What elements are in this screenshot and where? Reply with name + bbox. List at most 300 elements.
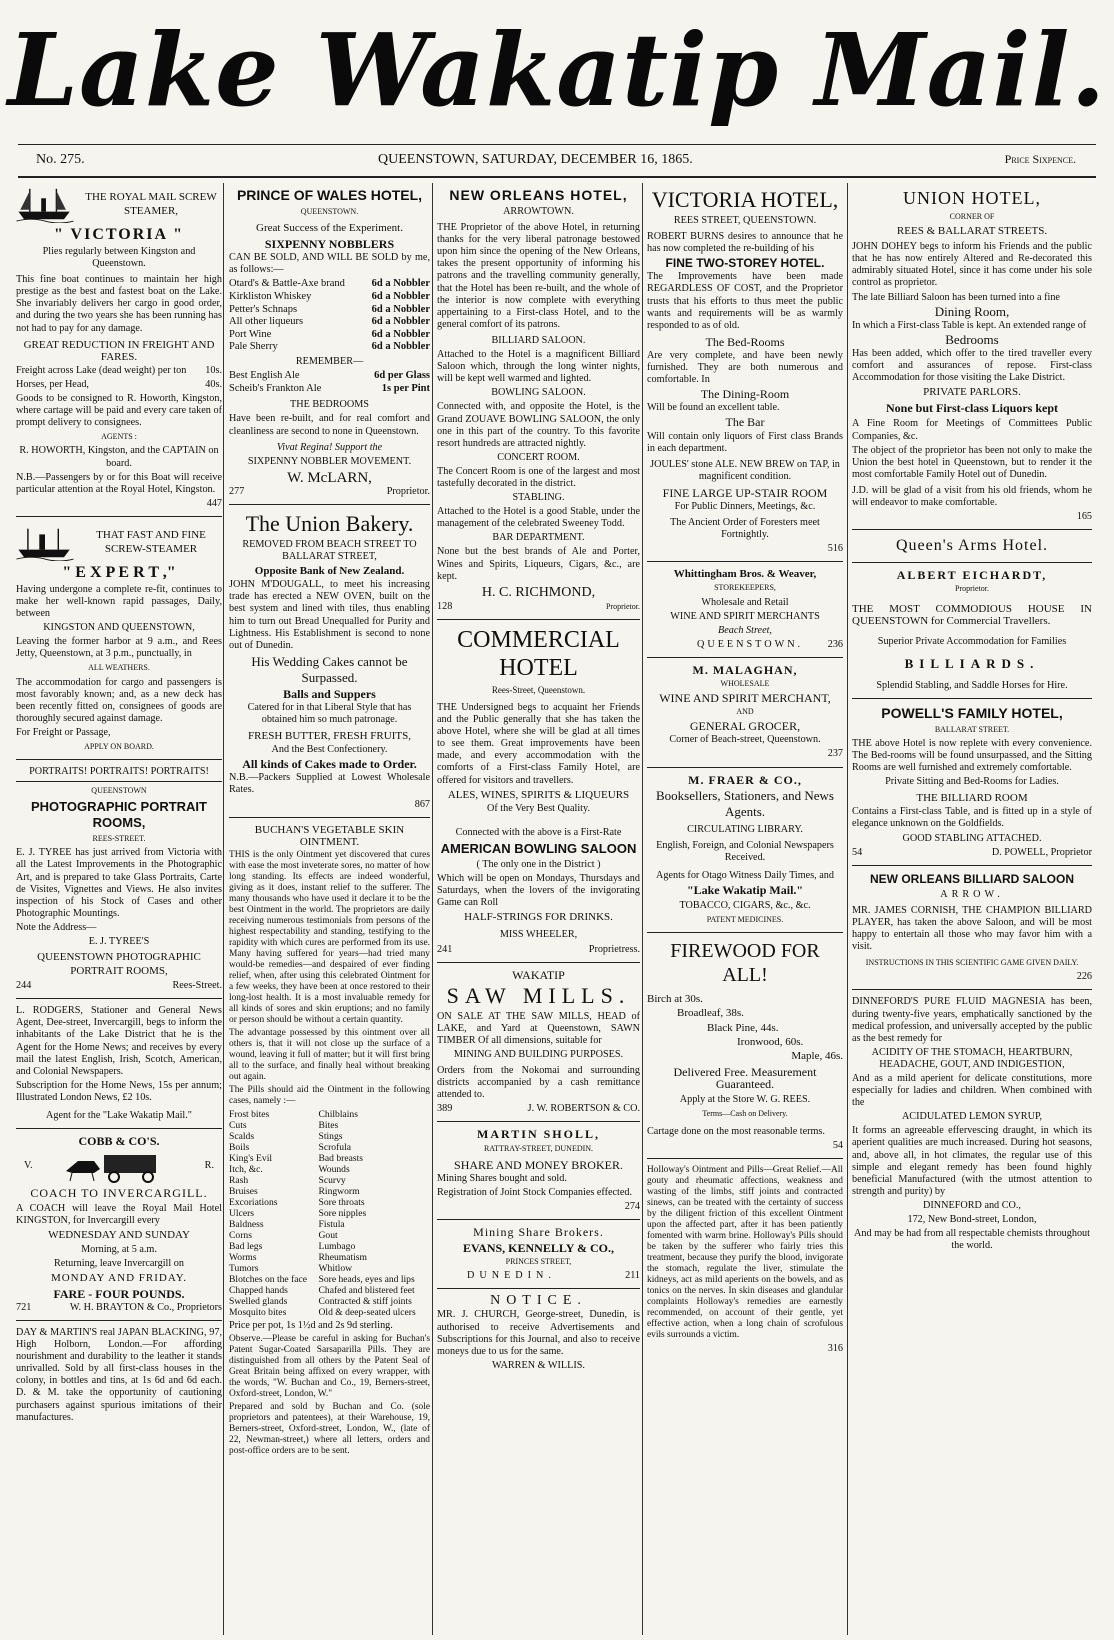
superior: Superior Private Accommodation for Families bbox=[877, 635, 1067, 647]
ailment: Cuts bbox=[229, 1119, 247, 1131]
queens-arms-ad bbox=[852, 536, 1092, 692]
ailment: Rheumatism bbox=[318, 1251, 367, 1263]
connected: Connected with the above is a First-Rate bbox=[455, 826, 622, 838]
dateline-bar bbox=[18, 152, 1096, 174]
prop-line bbox=[229, 486, 430, 498]
ailment: Worms bbox=[229, 1251, 257, 1263]
ailment-row bbox=[229, 1197, 430, 1208]
ad-number: 54 bbox=[852, 846, 863, 858]
evans-line bbox=[437, 1270, 640, 1282]
saw-mills-ad bbox=[437, 969, 640, 1116]
ad-number: 165 bbox=[1076, 511, 1092, 523]
upstair-body: For Public Dinners, Meetings, &c. bbox=[674, 500, 816, 512]
union-title: UNION HOTEL, bbox=[903, 188, 1041, 208]
freight-price: 10s. bbox=[205, 364, 222, 376]
ailment: Blotches on the face bbox=[229, 1273, 308, 1285]
ailment-row bbox=[229, 1109, 430, 1120]
proprietor: W. McLARN, bbox=[287, 469, 372, 486]
stabling: Splendid Stabling, and Saddle Horses for Hire. bbox=[876, 679, 1068, 691]
ailment-row bbox=[229, 1164, 430, 1175]
expert-freight: For Freight or Passage, bbox=[16, 726, 111, 738]
vic-body: ROBERT BURNS desires to announce that he has now completed the re-building of his bbox=[647, 231, 843, 255]
ad-number: 721 bbox=[16, 1301, 32, 1313]
ailment: Ulcers bbox=[229, 1207, 255, 1219]
no-body: THE Proprietor of the above Hotel, in returning thanks for the very liberal patronage bestowed upon him since the opening of the New Orleans, takes the present opportunity of informing his patrons and the travelling community generally, that the Hotel has been re-built, and the whole of the interior is now complete with everything appertaining to a First-class Hotel, and to the general comfort of its patrons. bbox=[437, 222, 640, 330]
bedrooms-body: Have been re-built, and for real comfort and cleanliness are second to none in Queenstown. bbox=[229, 413, 430, 437]
union-st: REES & BALLARAT STREETS. bbox=[896, 225, 1048, 238]
ailment-row bbox=[229, 1175, 430, 1186]
parlors: PRIVATE PARLORS. bbox=[923, 386, 1021, 399]
dinn-had: And may be had from all respectable chemists throughout the world. bbox=[854, 1228, 1090, 1252]
saw-mining: MINING AND BUILDING PURPOSES. bbox=[453, 1048, 624, 1060]
notice-ad bbox=[437, 1295, 640, 1372]
ailment: Fistula bbox=[318, 1218, 345, 1230]
ailment: Scrofula bbox=[318, 1141, 352, 1153]
ailment: Ringworm bbox=[318, 1185, 360, 1197]
sholl-ad bbox=[437, 1128, 640, 1213]
column-divider bbox=[642, 183, 643, 1635]
dining: Dining Room, bbox=[934, 303, 1010, 319]
vic-title: VICTORIA HOTEL, bbox=[651, 187, 839, 212]
birch: Birch at 30s. bbox=[647, 993, 703, 1006]
union-hotel-ad bbox=[852, 187, 1092, 523]
ad-number: 274 bbox=[624, 1200, 640, 1212]
apply: Apply at the Store W. G. REES. bbox=[679, 1093, 811, 1105]
saw-name: J. W. ROBERTSON & CO. bbox=[527, 1103, 640, 1115]
divider bbox=[647, 561, 843, 562]
jd: J.D. will be glad of a visit from his old friends, whom he will endeavor to make comfortable. bbox=[852, 484, 1092, 508]
price-row bbox=[229, 316, 430, 329]
ailment-row bbox=[229, 1307, 430, 1318]
powell: POWELL'S FAMILY HOTEL, bbox=[881, 704, 1063, 721]
photo-title: PHOTOGRAPHIC PORTRAIT ROOMS, bbox=[31, 799, 207, 831]
bar-body: Will contain only liquors of First class Brands in each department. bbox=[647, 430, 843, 454]
vic-improve: The Improvements have been made REGARDLESS OF COST, and the Proprietor trusts that his efforts to thus meet the public wants and requirements will be as warmly responded to as of old. bbox=[647, 271, 843, 331]
dateline: QUEENSTOWN, SATURDAY, DECEMBER 16, 1865. bbox=[378, 152, 693, 167]
steamship-icon bbox=[16, 523, 74, 561]
ailment-row bbox=[229, 1230, 430, 1241]
brayton: W. H. BRAYTON & Co., Proprietors bbox=[69, 1301, 222, 1313]
powell-name: D. POWELL, Proprietor bbox=[991, 846, 1092, 858]
photo-addr2: QUEENSTOWN PHOTOGRAPHIC PORTRAIT ROOMS, bbox=[37, 951, 201, 978]
beach: Beach Street, bbox=[718, 624, 772, 636]
price: Price Sixpence. bbox=[1004, 152, 1076, 166]
price-row bbox=[229, 278, 430, 291]
billiard-body: Contains a First-class Table, and is fitted up in a style of elegance unknown on the Goldfields. bbox=[852, 806, 1092, 830]
notice-sign: WARREN & WILLIS. bbox=[492, 1359, 585, 1371]
expert-name: " E X P E R T ," bbox=[62, 563, 176, 581]
bakery-nb: N.B.—Packers Supplied at Lowest Wholesale Rates. bbox=[229, 772, 430, 796]
coach-icon bbox=[64, 1149, 174, 1183]
eichardt-label: Proprietor. bbox=[955, 584, 989, 594]
nb-text: N.B.—Passengers by or for this Boat will receive particular attention at the Royal Hotel, Kingston. bbox=[16, 471, 222, 495]
bowling: BOWLING SALOON. bbox=[491, 387, 586, 399]
ad-number: 316 bbox=[827, 1343, 843, 1355]
coach-body: A COACH will leave the Royal Mail Hotel KINGSTON, for Invercargill every bbox=[16, 1203, 222, 1227]
ailment-row bbox=[229, 1208, 430, 1219]
agents: R. HOWORTH, Kingston, and the CAPTAIN on board. bbox=[19, 445, 219, 469]
ailment: Scurvy bbox=[318, 1174, 346, 1186]
divider bbox=[852, 562, 1092, 563]
ailment: Contracted & stiff joints bbox=[318, 1295, 412, 1307]
maple: Maple, 46s. bbox=[791, 1049, 843, 1062]
column-4 bbox=[647, 185, 843, 1633]
buchan-title: BUCHAN'S VEGETABLE SKIN OINTMENT. bbox=[254, 823, 405, 848]
concert-body: The Concert Room is one of the largest and most tastefully decorated in the district. bbox=[437, 465, 640, 489]
evans: EVANS, KENNELLY & CO., bbox=[463, 1241, 614, 1256]
billiard-saloon-ad bbox=[852, 872, 1092, 984]
powell-body: THE above Hotel is now replete with every convenience. The Bed-rooms will be found unsurpassed, and the Sitting Rooms are well furnished and extremely comfortable. bbox=[852, 737, 1092, 774]
powell-hotel-ad bbox=[852, 705, 1092, 859]
whittingham: Whittingham Bros. & Weaver, bbox=[673, 568, 817, 581]
stabling-body: Attached to the Hotel is a good Stable, under the management of the celebrated Sweeney Todd. bbox=[437, 506, 640, 530]
whit-line bbox=[647, 639, 843, 651]
price-row bbox=[229, 370, 430, 383]
agents-label: AGENTS : bbox=[101, 432, 137, 442]
divider bbox=[16, 1128, 222, 1129]
item-price: 6d a Nobbler bbox=[371, 341, 430, 353]
ailment-row bbox=[229, 1219, 430, 1230]
price-row bbox=[229, 329, 430, 342]
saw-line bbox=[437, 1103, 640, 1115]
balls: Balls and Suppers bbox=[283, 686, 376, 701]
balls-body: Catered for in that Liberal Style that has obtained him so much patronage. bbox=[247, 701, 412, 725]
victoria-hotel-ad bbox=[647, 187, 843, 555]
notice-title: NOTICE. bbox=[490, 1293, 587, 1309]
billiard-room: THE BILLIARD ROOM bbox=[916, 792, 1028, 805]
ailment: Baldness bbox=[229, 1218, 264, 1230]
item-price: 6d a Nobbler bbox=[371, 278, 430, 290]
column-5 bbox=[852, 185, 1092, 1633]
wakatip: WAKATIP bbox=[512, 967, 565, 982]
column-divider bbox=[847, 183, 848, 1635]
buchan-body: THIS is the only Ointment yet discovered that cures with ease the most inveterate sores, no matter of how long standing. Its effects are indeed wonderful, giving as it does, instant relief to the sufferer. The many thousands who have used it declare it to be the best Ointment in the world. The proprietors are daily receiving numerous testimonials from persons of the highest respectability and standing, testifying to the rapidity with which cures are performed from its use. Many having suffered for years—had tried many would-be remedies—and despaired of ever finding relief, when, after using this celebrated Ointment for a few weeks, they have been at once restored to their long-lost health. It is a most invaluable remedy for all kinds of sores and skin eruptions; and no family or person should be without a certain quantity. bbox=[229, 849, 430, 1025]
dining: The Dining-Room bbox=[700, 387, 790, 402]
ailment: Wounds bbox=[318, 1163, 350, 1175]
whittingham-ad bbox=[647, 568, 843, 651]
buchan-body2: The advantage possessed by this ointment over all others is, that it will not close up the surface of a wound, leaving it full of matter; but it will first bring all to the surface, and finally heal without breaking out again. bbox=[229, 1027, 430, 1082]
ailment-row bbox=[229, 1153, 430, 1164]
ailment-row bbox=[229, 1120, 430, 1131]
queens: Queen's Arms Hotel. bbox=[895, 537, 1049, 555]
masthead bbox=[0, 0, 1114, 145]
column-divider bbox=[223, 183, 224, 1635]
wheeler-line bbox=[437, 944, 640, 956]
divider bbox=[647, 767, 843, 768]
ad-number: 128 bbox=[437, 600, 453, 612]
price-row bbox=[229, 291, 430, 304]
union-body: JOHN DOHEY begs to inform his Friends and the public that he has now entirely Altered and Re-decorated this admirably situated Hotel, since it has come under his sole control as proprietor. bbox=[852, 241, 1092, 289]
item-name: Petter's Schnaps bbox=[229, 303, 298, 315]
cartage: Cartage done on the most reasonable terms. bbox=[647, 1126, 825, 1138]
ailment: Swelled glands bbox=[229, 1295, 288, 1307]
cobb-coach-ad bbox=[16, 1135, 222, 1314]
remember: REMEMBER— bbox=[295, 356, 364, 368]
ailment-row bbox=[229, 1142, 430, 1153]
dinneford: DINNEFORD'S PURE FLUID MAGNESIA has been, during twenty-five years, emphatically sanctioned by the medical profession, and universally accepted by the public as the best remedy for bbox=[852, 996, 1092, 1044]
freight-line bbox=[16, 365, 222, 377]
share-body: Mining Shares bought and sold. bbox=[437, 1172, 567, 1184]
ailment: Scalds bbox=[229, 1130, 255, 1142]
ailment: Chapped hands bbox=[229, 1284, 288, 1296]
ailment-row bbox=[229, 1274, 430, 1285]
saw-orders: Orders from the Nokomai and surrounding districts accompanied by a cash remittance attended to. bbox=[437, 1065, 640, 1101]
ailment: Boils bbox=[229, 1141, 250, 1153]
ad-number: 277 bbox=[229, 485, 245, 497]
ailment-row bbox=[229, 1131, 430, 1142]
cobb-title: COBB & CO'S. bbox=[78, 1134, 160, 1149]
can-be: CAN BE SOLD, AND WILL BE SOLD by me, as follows:— bbox=[229, 252, 430, 276]
ailment: Chafed and blistered feet bbox=[318, 1284, 415, 1296]
divider bbox=[16, 759, 222, 760]
fraer-books: Booksellers, Stationers, and News Agents. bbox=[655, 787, 834, 819]
ailment: Tumors bbox=[229, 1262, 259, 1274]
photo-addr1: E. J. TYREE'S bbox=[88, 936, 150, 948]
divider bbox=[852, 865, 1092, 866]
bakery-removed: REMOVED FROM BEACH STREET TO BALLARAT STREET, bbox=[242, 538, 417, 563]
holloway-ad: Holloway's Ointment and Pills—Great Relief.—All gouty and rheumatic affections, weakness and wasting of the limbs, stiff joints and contracted sinews, can be treated with the certainty of success by the diligent friction of this excellent Ointment upon the affected part, after it has been patiently fomented with warm brine. Holloway's Pills should be taken by the sufferer who fairly tries this treatment, because they purify the blood, invigorate the stomach, regulate the liver, stimulate the kidneys, act as mild aperients on the bowels, and as tonics on the nerves. In skin diseases and glandular complaints Holloway's remedies are earnestly recommended, on account of their gentle, yet effective action, when a long chain of scrofulous evils surrounds a victim. bbox=[647, 1165, 843, 1341]
pow-town: QUEENSTOWN. bbox=[300, 207, 359, 216]
column-1 bbox=[16, 185, 222, 1633]
saw-title: SAW MILLS. bbox=[446, 982, 631, 1008]
ailment-row bbox=[229, 1285, 430, 1296]
instructions: INSTRUCTIONS IN THIS SCIENTIFIC GAME GIVEN DAILY. bbox=[865, 958, 1079, 968]
ailment: Old & deep-seated ulcers bbox=[318, 1306, 416, 1318]
foresters: The Ancient Order of Foresters meet Fortnightly. bbox=[670, 517, 820, 541]
pow-success: Great Success of the Experiment. bbox=[256, 222, 403, 235]
mal-wine: WINE AND SPIRIT MERCHANT, bbox=[659, 691, 831, 706]
expert-accom: The accommodation for cargo and passengers is most favorably known; and, as a new deck has been recently fitted on, consignees of goods are thoroughly secured against damage. bbox=[16, 676, 222, 724]
column-3 bbox=[437, 185, 640, 1633]
item-name: Pale Sherry bbox=[229, 341, 278, 353]
mining-brokers: Mining Share Brokers. bbox=[473, 1225, 604, 1239]
steamship-icon bbox=[16, 185, 74, 223]
good-stabling: GOOD STABLING ATTACHED. bbox=[902, 832, 1042, 844]
ailment-row bbox=[229, 1186, 430, 1197]
divider bbox=[16, 516, 222, 517]
expert-title: THAT FAST AND FINE SCREW-STEAMER bbox=[96, 528, 206, 555]
syrup-body: It forms an agreeable effervescing draught, in which its aperient qualities are much increased. During hot seasons, and, above all, in hot climates, the regular use of this simple and elegant remedy has been found highly beneficial Manufactured (with the utmost attention to strength and purity) by bbox=[852, 1125, 1092, 1197]
fare: FARE - FOUR POUNDS. bbox=[53, 1286, 185, 1301]
divider bbox=[852, 698, 1092, 699]
item-name: Otard's & Battle-Axe brand bbox=[229, 278, 345, 290]
item-price: 6d a Nobbler bbox=[371, 328, 430, 340]
price-row bbox=[229, 341, 430, 354]
rodgers-text: L. RODGERS, Stationer and General News Agent, Dee-street, Invercargill, begs to inform the inhabitants of the Lake District that he is the Agent for the Home News; and receives by every mail the latest English, Irish, Scotch, American, and Colonial Newspapers. bbox=[16, 1005, 222, 1077]
tobacco: TOBACCO, CIGARS, &c., &c. bbox=[679, 900, 811, 912]
freight-label: Freight across Lake (dead weight) per ton bbox=[16, 364, 187, 376]
mild: And as a mild aperient for delicate constitutions, more especially for ladies and children. When combined with the bbox=[852, 1072, 1092, 1109]
divider bbox=[437, 1288, 640, 1289]
evans-st: PRINCES STREET, bbox=[505, 1257, 572, 1267]
whit-town: QUEENSTOWN. bbox=[697, 638, 804, 650]
bakery-opp: Opposite Bank of New Zealand. bbox=[254, 565, 405, 578]
reduction: GREAT REDUCTION IN FREIGHT AND FARES. bbox=[23, 338, 215, 363]
goods-text: Goods to be consigned to R. Howorth, Kingston, where cartage will be paid and every care taken of prompt delivery to consignees. bbox=[16, 393, 222, 429]
divider bbox=[16, 998, 222, 999]
day-martin-ad: DAY & MARTIN'S real JAPAN BLACKING, 97, High Holborn, London.—For affording nourishment and durability to the leather it stands unrivalled. Sold by all first-class houses in the colony, in bottles and tins, at 1s 6d and 6d each. D. & M. take the opportunity of cautioning purchasers against spurious imitations of their manufactures. bbox=[16, 1327, 222, 1423]
dining-body: Will be found an excellent table. bbox=[647, 402, 780, 414]
victoria-name: " VICTORIA " bbox=[53, 226, 185, 243]
divider bbox=[437, 1219, 640, 1220]
ailment: King's Evil bbox=[229, 1152, 273, 1164]
evans-town: DUNEDIN. bbox=[467, 1270, 556, 1282]
expert-apply: APPLY ON BOARD. bbox=[84, 742, 154, 751]
ailment: Bites bbox=[318, 1119, 339, 1131]
ad-number: 241 bbox=[437, 943, 453, 955]
fine-room: A Fine Room for Meetings of Committees Public Companies, &c. bbox=[852, 418, 1092, 442]
price-row bbox=[229, 304, 430, 317]
coach-time: Morning, at 5 a.m. bbox=[81, 1243, 157, 1255]
eichardt: ALBERT EICHARDT, bbox=[896, 568, 1048, 583]
malaghan-ad bbox=[647, 664, 843, 761]
billiard-body: Attached to the Hotel is a magnificent Billiard Saloon which, through the long winter nights, will be kept well warmed and lighted. bbox=[437, 349, 640, 385]
ad-number: 211 bbox=[625, 1270, 640, 1282]
bedrooms: Bedrooms bbox=[945, 331, 999, 347]
ailment: Whitlow bbox=[318, 1262, 353, 1274]
column-divider bbox=[432, 183, 433, 1635]
powell-line bbox=[852, 847, 1092, 859]
commercial-title: COMMERCIAL HOTEL bbox=[457, 626, 620, 681]
ailments-table bbox=[229, 1109, 430, 1318]
ailment: Sore nipples bbox=[318, 1207, 367, 1219]
item-name: Port Wine bbox=[229, 328, 272, 340]
price-row bbox=[229, 383, 430, 396]
union-bakery-ad bbox=[229, 511, 430, 811]
rodgers-ad bbox=[16, 1005, 222, 1122]
mal-grocer: GENERAL GROCER, bbox=[689, 719, 801, 734]
coach-return: Returning, leave Invercargill on bbox=[54, 1257, 184, 1269]
ailment: Itch, &c. bbox=[229, 1163, 263, 1175]
divider bbox=[437, 619, 640, 620]
ailment: Stings bbox=[318, 1130, 343, 1142]
dining-body: In which a First-class Table is kept. An extended range of bbox=[852, 319, 1087, 331]
horses-price: 40s. bbox=[205, 378, 222, 390]
rodgers-agent: Agent for the "Lake Wakatip Mail." bbox=[46, 1109, 192, 1121]
american-sub: ( The only one in the District ) bbox=[476, 858, 601, 870]
firewood: FIREWOOD FOR ALL! bbox=[670, 940, 820, 987]
horses-line bbox=[16, 379, 222, 391]
commodious: THE MOST COMMODIOUS HOUSE IN QUEENSTOWN for Commercial Travellers. bbox=[852, 603, 1092, 628]
union-billiard: The late Billiard Saloon has been turned into a fine bbox=[852, 291, 1060, 303]
bakery-title: The Union Bakery. bbox=[245, 510, 414, 536]
divider bbox=[16, 1320, 222, 1321]
malaghan: M. MALAGHAN, bbox=[692, 662, 798, 677]
coach-days: WEDNESDAY AND SUNDAY bbox=[48, 1229, 190, 1242]
nobs: NEW ORLEANS BILLIARD SALOON bbox=[870, 871, 1074, 886]
ailment: Lumbago bbox=[318, 1240, 356, 1252]
ad-number: 226 bbox=[1076, 971, 1092, 983]
richmond-label: Proprietor. bbox=[606, 601, 640, 611]
patent: PATENT MEDICINES. bbox=[706, 915, 784, 925]
divider bbox=[852, 989, 1092, 990]
ailment: Bruises bbox=[229, 1185, 258, 1197]
new-orleans-hotel-ad bbox=[437, 187, 640, 613]
item-name: Kirkliston Whiskey bbox=[229, 291, 312, 303]
ailment-row bbox=[229, 1263, 430, 1274]
union-corner: CORNER OF bbox=[949, 212, 995, 221]
ailment-row bbox=[229, 1252, 430, 1263]
cornish: MR. JAMES CORNISH, THE CHAMPION BILLIARD PLAYER, has taken the above Saloon, and will be most happy to entertain all those who may favor him with a visit. bbox=[852, 904, 1092, 953]
fraer-agents: Agents for Otago Witness Daily Times, and bbox=[656, 869, 834, 881]
divider bbox=[437, 1121, 640, 1122]
ailment: Sore throats bbox=[318, 1196, 365, 1208]
papers: English, Foreign, and Colonial Newspapers Received. bbox=[656, 839, 834, 863]
american: AMERICAN BOWLING SALOON bbox=[440, 840, 637, 856]
photo-note: Note the Address— bbox=[16, 921, 97, 933]
victoria-body: This fine boat continues to maintain her high prestige as the best and fastest boat on the Lake. She invariably delivers her cargo in good order, and during the two years she has been running has not had to pay for any damage. bbox=[16, 274, 222, 334]
ailment: Corns bbox=[229, 1229, 252, 1241]
ailment-row bbox=[229, 1296, 430, 1307]
ailment: Gout bbox=[318, 1229, 338, 1241]
storekeepers: STOREKEEPERS, bbox=[714, 583, 776, 593]
expert-times: Leaving the former harbor at 9 a.m., and Rees Jetty, Queenstown, at 3 p.m., punctually, in bbox=[16, 636, 222, 660]
bowling-body: Connected with, and opposite the Hotel, is the Grand ZOUAVE BOWLING SALOON, the only one in this part of the country. To this favorite resort hundreds are attracted nightly. bbox=[437, 401, 640, 449]
wheeler-label: Proprietress. bbox=[588, 943, 640, 955]
victoria-steamer-ad bbox=[16, 185, 222, 510]
billiard: BILLIARD SALOON. bbox=[491, 334, 586, 346]
bedrooms: THE BEDROOMS bbox=[290, 399, 369, 411]
wine: WINE AND SPIRIT MERCHANTS bbox=[670, 610, 820, 622]
vic-fine: FINE TWO-STOREY HOTEL. bbox=[665, 256, 825, 271]
dateline-rule bbox=[18, 176, 1096, 178]
cakes: All kinds of Cakes made to Order. bbox=[242, 757, 417, 772]
bakery-body: JOHN M'DOUGALL, to meet his increasing trade has erected a NEW OVEN, built on the best system and lined with tiles, thus enabling him to turn out Bread Unequalled for Purity and Lightness. His Establishment is second to none out of Dunedin. bbox=[229, 579, 430, 651]
concert: CONCERT ROOM. bbox=[497, 451, 580, 463]
buchan-pills: The Pills should aid the Ointment in the following cases, namely :— bbox=[229, 1084, 430, 1106]
billiards: BILLIARDS. bbox=[904, 655, 1040, 671]
photo-num-line bbox=[16, 980, 222, 992]
commercial-ales-sub: Of the Very Best Quality. bbox=[487, 802, 590, 814]
drinks-table bbox=[229, 278, 430, 354]
ailment: Bad legs bbox=[229, 1240, 263, 1252]
sholl: MARTIN SHOLL, bbox=[477, 1127, 600, 1142]
divider bbox=[229, 817, 430, 818]
ad-number: 516 bbox=[827, 543, 843, 555]
item-name: Scheib's Frankton Ale bbox=[229, 382, 322, 394]
circulating: CIRCULATING LIBRARY. bbox=[687, 823, 803, 835]
item-price: 6d a Nobbler bbox=[371, 316, 430, 328]
share-reg: Registration of Joint Stock Companies effected. bbox=[437, 1186, 633, 1198]
buchan-price: Price per pot, 1s 1½d and 2s 9d sterling. bbox=[229, 1319, 393, 1331]
richmond-line bbox=[437, 601, 640, 613]
bedrooms: The Bed-Rooms bbox=[705, 334, 785, 349]
no-town: ARROWTOWN. bbox=[503, 206, 574, 217]
syrup: ACIDULATED LEMON SYRUP, bbox=[901, 1111, 1043, 1123]
newspaper-title: Lake Wakatip Mail. bbox=[7, 11, 1107, 129]
arrow: ARROW. bbox=[940, 888, 1004, 900]
commercial-body: THE Undersigned begs to acquaint her Friends and the Public generally that she has taken the above Hotel, where she will be glad at all times to see them. Great improvements have been made, and every accommodation with the comforts of a First-class Family Hotel, are offered for visitors and travellers. bbox=[437, 702, 640, 786]
ailment-row bbox=[229, 1241, 430, 1252]
photo-town: QUEENSTOWN bbox=[91, 786, 147, 796]
rodgers-sub: Subscription for the Home News, 15s per annum; Illustrated London News, £2 10s. bbox=[16, 1079, 222, 1103]
photo-st: Rees-Street. bbox=[172, 980, 222, 992]
ad-number: 447 bbox=[206, 497, 222, 509]
object: The object of the proprietor has been not only to make the Union the best hotel in Queenstown, but to render it the most comfortable Family Hotel out of Dunedin. bbox=[852, 444, 1092, 480]
coach-title: COACH TO INVERCARGILL. bbox=[30, 1186, 208, 1201]
issue-number: No. 275. bbox=[36, 152, 85, 167]
ad-number: 244 bbox=[16, 980, 32, 992]
ad-number: 237 bbox=[827, 748, 843, 760]
item-price: 6d per Glass bbox=[374, 370, 430, 382]
confectionery: And the Best Confectionery. bbox=[271, 744, 388, 756]
ad-number: 867 bbox=[414, 798, 430, 810]
liquors: None but First-class Liquors kept bbox=[885, 401, 1058, 416]
expert-route: KINGSTON AND QUEENSTOWN, bbox=[43, 622, 195, 634]
ailment: Mosquito bites bbox=[229, 1306, 287, 1318]
mal-wholesale: WHOLESALE bbox=[720, 679, 770, 688]
prop-label: Proprietor. bbox=[386, 485, 430, 497]
